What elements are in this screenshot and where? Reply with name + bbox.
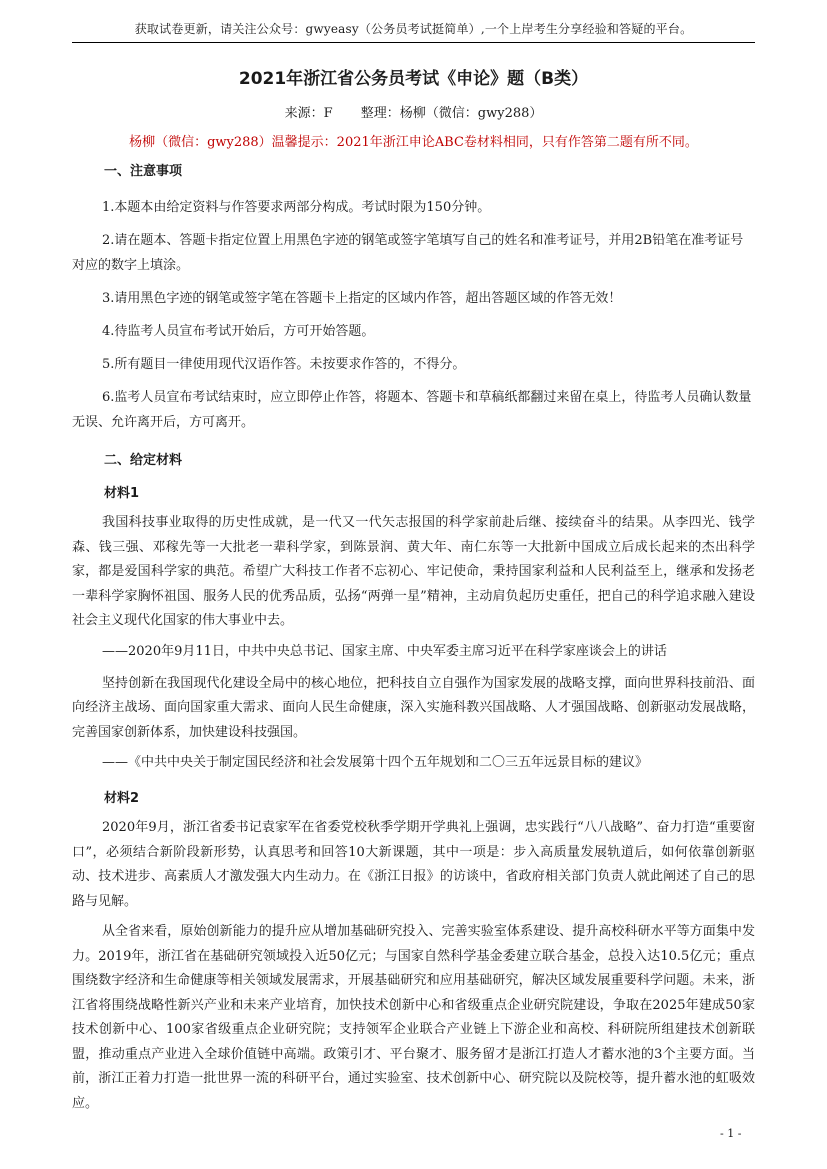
material-1-paragraph: 坚持创新在我国现代化建设全局中的核心地位，把科技自立自强作为国家发展的战略支撑，面向世界科技前沿、面向经济主战场、面向国家重大需求、面向人民生命健康，深入实施科教兴国战略、人才强国战略、创新驱动发展战略，完善国家创新体系，加快建设科技强国。	[72, 675, 755, 740]
material-1-heading: 材料1	[104, 486, 140, 501]
header-divider	[72, 42, 755, 43]
material-1-attribution: ——《中共中央关于制定国民经济和社会发展第十四个五年规划和二〇三五年远景目标的建议》	[102, 755, 649, 770]
document-body	[72, 160, 755, 1122]
red-notice: 杨柳（微信：gwy288）温馨提示：2021年浙江申论ABC卷材料相同，只有作答第二题有所不同。	[129, 135, 698, 150]
section-heading-instructions: 一、注意事项	[104, 164, 183, 179]
instruction-item: 4.待监考人员宣布考试开始后，方可开始答题。	[102, 324, 375, 339]
instruction-item: 6.监考人员宣布考试结束时，应立即停止作答，将题本、答题卡和草稿纸都翻过来留在桌上，待监考人员确认数量无误、允许离开后，方可离开。	[72, 390, 752, 430]
instruction-item: 2.请在题本、答题卡指定位置上用黑色字迹的钢笔或签字笔填写自己的姓名和准考证号，并用2B铅笔在准考证号对应的数字上填涂。	[72, 233, 744, 273]
material-2-paragraph: 2020年9月，浙江省委书记袁家军在省委党校秋季学期开学典礼上强调，忠实践行“八八战略”、奋力打造“重要窗口”，必须结合新阶段新形势，认真思考和回答10大新课题，其中一项是：步入高质量发展轨道后，如何依靠创新驱动、技术进步、高素质人才激发强大内生动力。在《浙江日报》的访谈中，省政府相关部门负责人就此阐述了自己的思路与见解。	[72, 820, 755, 909]
instruction-item: 5.所有题目一律使用现代汉语作答。未按要求作答的，不得分。	[102, 357, 466, 372]
source-label: 来源：F	[284, 106, 333, 121]
organizer-label: 整理：杨柳（微信：gwy288）	[360, 106, 543, 121]
document-title: 2021年浙江省公务员考试《申论》题（B类）	[238, 69, 589, 89]
instruction-item: 1.本题本由给定资料与作答要求两部分构成。考试时限为150分钟。	[102, 200, 491, 215]
material-2-paragraph: 从全省来看，原始创新能力的提升应从增加基础研究投入、完善实验室体系建设、提升高校科研水平等方面集中发力。2019年，浙江省在基础研究领域投入近50亿元；与国家自然科学基金委建立联合基金，总投入达10.5亿元；重点围绕数字经济和生命健康等相关领域发展需求，开展基础研究和应用基础研究，解决区域发展重要科学问题。未来，浙江省将围绕战略性新兴产业和未来产业培育，加快技术创新中心和省级重点企业研究院建设，争取在2025年建成50家技术创新中心、100家省级重点企业研究院；支持领军企业联合产业链上下游企业和高校、科研院所组建技术创新联盟，推动重点产业进入全球价值链中高端。政策引才、平台聚才、服务留才是浙江打造人才蓄水池的3个主要方面。当前，浙江正着力打造一批世界一流的科研平台，通过实验室、技术创新中心、研究院以及院校等，提升蓄水池的虹吸效应。	[72, 924, 755, 1111]
material-1-paragraph: 我国科技事业取得的历史性成就，是一代又一代矢志报国的科学家前赴后继、接续奋斗的结果。从李四光、钱学森、钱三强、邓稼先等一大批老一辈科学家，到陈景润、黄大年、南仁东等一大批新中国成立后成长起来的杰出科学家，都是爱国科学家的典范。希望广大科技工作者不忘初心、牢记使命，秉持国家利益和人民利益至上，继承和发扬老一辈科学家胸怀祖国、服务人民的优秀品质，弘扬“两弹一星”精神，主动肩负起历史重任，把自己的科学追求融入建设社会主义现代化国家的伟大事业中去。	[72, 515, 755, 628]
material-2-heading: 材料2	[104, 791, 140, 806]
document-meta	[0, 102, 827, 121]
instruction-item: 3.请用黑色字迹的钢笔或签字笔在答题卡上指定的区域内作答，超出答题区域的作答无效！	[102, 291, 622, 306]
material-1-attribution: ——2020年9月11日，中共中央总书记、国家主席、中央军委主席习近平在科学家座谈会上的讲话	[102, 643, 667, 659]
page-number: - 1 -	[720, 1127, 742, 1140]
section-heading-materials: 二、给定材料	[104, 453, 183, 468]
page-header: 获取试卷更新，请关注公众号：gwyeasy（公务员考试挺简单）,一个上岸考生分享经验和答疑的平台。	[134, 22, 693, 36]
